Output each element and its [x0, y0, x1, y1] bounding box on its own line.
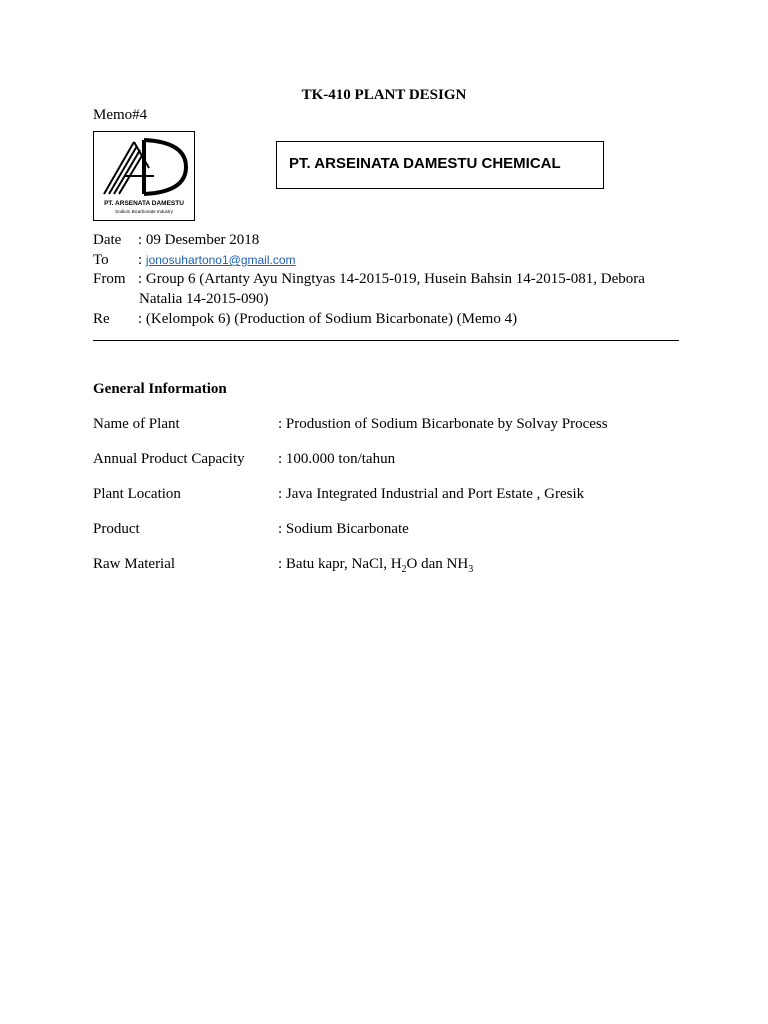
raw-sub-1: 2	[401, 564, 407, 575]
company-logo	[93, 131, 195, 221]
info-label: Plant Location	[93, 486, 181, 502]
info-value: : Produstion of Sodium Bicarbonate by Solvay Process	[278, 416, 608, 432]
header-divider	[93, 340, 679, 341]
info-label: Product	[93, 521, 140, 537]
company-name-box: PT. ARSEINATA DAMESTU CHEMICAL	[276, 141, 604, 189]
raw-text-1: : Batu kapr, NaCl, H	[278, 556, 402, 572]
memo-number: Memo#4	[93, 107, 148, 123]
info-label: Name of Plant	[93, 416, 180, 432]
from-value-line-2: Natalia 14-2015-090)	[139, 291, 269, 307]
to-prefix: :	[138, 252, 146, 268]
info-value: : Java Integrated Industrial and Port Estate , Gresik	[278, 486, 585, 502]
info-value: : Sodium Bicarbonate	[278, 521, 409, 537]
date-value: : 09 Desember 2018	[138, 232, 260, 248]
info-value: : 100.000 ton/tahun	[278, 451, 396, 467]
to-label: To	[93, 252, 109, 268]
raw-text-2: O dan NH	[406, 556, 469, 572]
re-value: : (Kelompok 6) (Production of Sodium Bicarbonate) (Memo 4)	[138, 311, 518, 327]
logo-name: PT. ARSENATA DAMESTU	[104, 200, 184, 207]
info-label: Annual Product Capacity	[93, 451, 245, 467]
to-email-link[interactable]: jonosuhartono1@gmail.com	[145, 253, 296, 267]
info-label: Raw Material	[93, 556, 176, 572]
logo-tagline: Sodium Bicarbonate Industry	[115, 209, 173, 214]
re-label: Re	[93, 311, 110, 327]
to-value	[138, 250, 683, 270]
raw-sub-2: 3	[468, 564, 474, 575]
general-info-heading: General Information	[93, 381, 227, 397]
from-value-line-1: : Group 6 (Artanty Ayu Ningtyas 14-2015-019, Husein Bahsin 14-2015-081, Debora	[138, 271, 645, 287]
document-title: TK-410 PLANT DESIGN	[301, 87, 467, 103]
from-label: From	[93, 271, 126, 287]
info-value	[278, 556, 473, 575]
date-label: Date	[93, 232, 122, 248]
